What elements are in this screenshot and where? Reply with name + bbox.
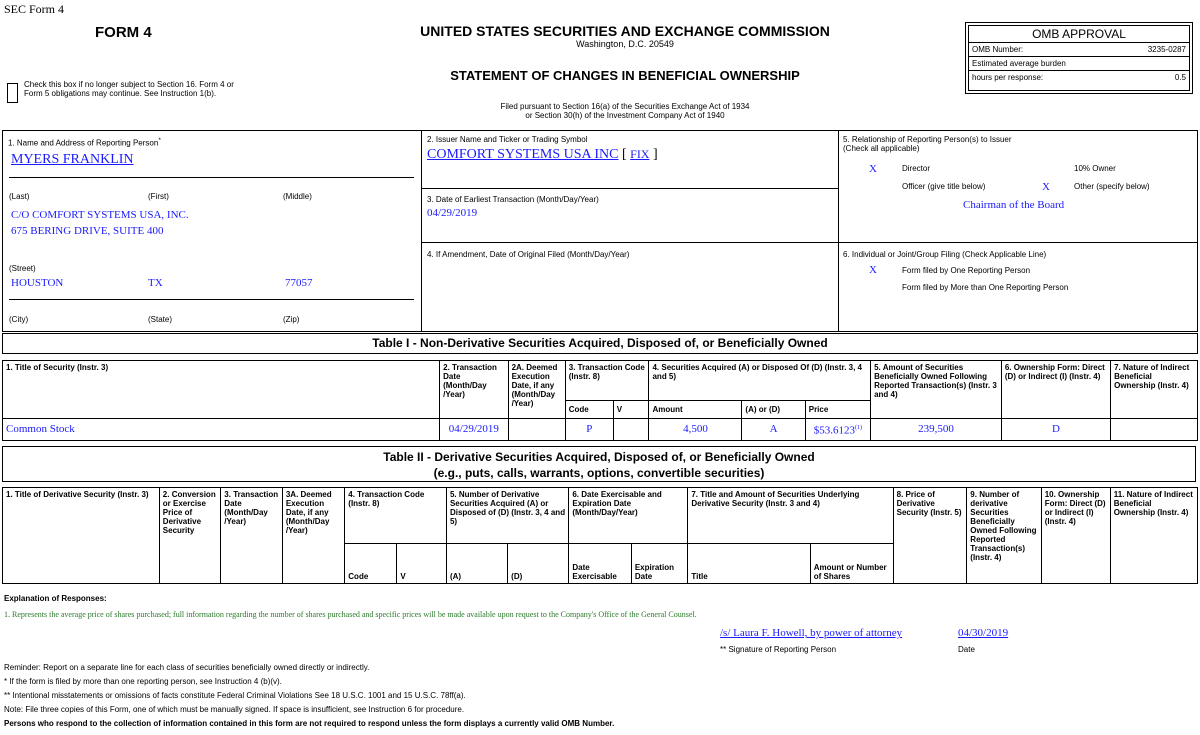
t2-title-h: Title [688, 544, 810, 584]
t1-h3: 3. Transaction Code (Instr. 8) [565, 361, 649, 401]
t2-date-ex-h: Date Exercisable [569, 544, 631, 584]
t1-price-footnote: (1) [855, 424, 863, 431]
table2-title-1: Table II - Derivative Securities Acquired, Disposed of, or Beneficially Owned [383, 450, 815, 464]
table2-title-2: (e.g., puts, calls, warrants, options, convertible securities) [433, 466, 765, 480]
box6-label: 6. Individual or Joint/Group Filing (Check Applicable Line) [843, 250, 1047, 259]
box1-label-text: 1. Name and Address of Reporting Person [8, 138, 159, 148]
city-label: (City) [9, 315, 29, 324]
section16-text: Check this box if no longer subject to Section 16. Form 4 or Form 5 obligations may continue. See Instruction 1(b). [24, 80, 234, 98]
t1-nature [1111, 419, 1198, 441]
filed-pursuant [330, 102, 920, 120]
t1-amount: 4,500 [649, 419, 742, 441]
omb-burden-label: Estimated average burden [969, 57, 1189, 71]
agency-location: Washington, D.C. 20549 [576, 39, 674, 49]
t2-h6: 6. Date Exercisable and Expiration Date (Month/Day/Year) [569, 488, 688, 544]
reporting-person-name-link[interactable]: MYERS FRANKLIN [11, 152, 134, 167]
t2-amt-h: Amount or Number of Shares [810, 544, 893, 584]
t1-form: D [1001, 419, 1110, 441]
t2-code-h: Code [345, 544, 397, 584]
box2-label: 2. Issuer Name and Ticker or Trading Symbol [427, 135, 588, 144]
box2-issuer [422, 131, 839, 189]
signature-label: ** Signature of Reporting Person [720, 645, 837, 654]
table2 [2, 487, 1198, 584]
box3-label: 3. Date of Earliest Transaction (Month/Day/Year) [427, 195, 599, 204]
box5-sub: (Check all applicable) [843, 144, 920, 153]
top-label: SEC Form 4 [4, 2, 65, 16]
omb-title: OMB APPROVAL [969, 26, 1189, 43]
t1-amount-h: Amount [649, 401, 742, 419]
t1-v [613, 419, 649, 441]
t1-price-h: Price [805, 401, 870, 419]
t1-code: P [565, 419, 613, 441]
multi-person-label: Form filed by More than One Reporting Person [902, 283, 1069, 292]
ticker-bracket-open: [ [621, 147, 627, 162]
omb-hours-label: hours per response: [972, 73, 1044, 82]
address-line-1: C/O COMFORT SYSTEMS USA, INC. [11, 209, 189, 221]
zip-value: 77057 [285, 277, 313, 289]
city-underline [9, 299, 414, 300]
table1 [2, 360, 1198, 441]
t1-row [3, 419, 1198, 441]
officer-title-value: Chairman of the Board [963, 199, 1065, 211]
signature-link[interactable]: /s/ Laura F. Howell, by power of attorney [720, 627, 903, 639]
ten-pct-owner-label: 10% Owner [1074, 164, 1116, 173]
box3-earliest-date [422, 189, 839, 243]
box5-label-text: 5. Relationship of Reporting Person(s) to Issuer [843, 135, 1012, 144]
other-label: Other (specify below) [1074, 182, 1150, 191]
table1-title: Table I - Non-Derivative Securities Acquired, Disposed of, or Beneficially Owned [2, 333, 1198, 354]
statement-title: STATEMENT OF CHANGES IN BENEFICIAL OWNERSHIP [450, 68, 800, 83]
filed-line-2: or Section 30(h) of the Investment Company Act of 1940 [525, 111, 725, 120]
address-line-2: 675 BERING DRIVE, SUITE 400 [11, 225, 164, 237]
state-value: TX [148, 277, 163, 289]
name-underline [9, 177, 414, 178]
section16-checkbox[interactable] [7, 83, 18, 103]
issuer-name-link[interactable]: COMFORT SYSTEMS USA INC [427, 147, 619, 162]
box6-filing-type [839, 243, 1197, 331]
t2-h3: 3. Transaction Date (Month/Day /Year) [221, 488, 283, 584]
t1-h1: 1. Title of Security (Instr. 3) [3, 361, 440, 419]
reminder-4: Note: File three copies of this Form, one of which must be manually signed. If space is insufficient, see Instruction 6 for procedure. [4, 705, 465, 714]
t2-h9: 9. Number of derivative Securities Beneficially Owned Following Reported Transaction(s) (Instr. 4) [967, 488, 1041, 584]
director-x-mark: X [869, 163, 877, 175]
t1-h4: 4. Securities Acquired (A) or Disposed Of (D) (Instr. 3, 4 and 5) [649, 361, 871, 401]
reminder-1: Reminder: Report on a separate line for each class of securities beneficially owned directly or indirectly. [4, 663, 370, 672]
table2-title [2, 446, 1196, 482]
explanation-label: Explanation of Responses: [4, 594, 107, 603]
t2-v-h: V [397, 544, 447, 584]
t1-deemed [508, 419, 565, 441]
omb-approval-box [965, 22, 1193, 94]
t1-h2: 2. Transaction Date (Month/Day /Year) [440, 361, 508, 419]
t2-h11: 11. Nature of Indirect Beneficial Ownership (Instr. 4) [1110, 488, 1197, 584]
box5-relationship [839, 131, 1197, 243]
first-label: (First) [148, 192, 169, 201]
other-x-mark: X [1042, 181, 1050, 193]
footnote-1: 1. Represents the average price of shares purchased; full information regarding the number of shares purchased and specific prices will be made available upon request to the Company's Office of the General Counsel. [4, 610, 697, 619]
agency-title: UNITED STATES SECURITIES AND EXCHANGE COMMISSION [420, 23, 830, 39]
signature-date[interactable]: 04/30/2019 [958, 627, 1009, 639]
t1-price [805, 419, 870, 441]
omb-final-note: Persons who respond to the collection of information contained in this form are not required to respond unless the form displays a currently valid OMB Number. [4, 719, 615, 728]
t2-h5: 5. Number of Derivative Securities Acquired (A) or Disposed of (D) (Instr. 3, 4 and 5) [446, 488, 568, 544]
box5-label [843, 135, 1012, 153]
city-value: HOUSTON [11, 277, 64, 289]
omb-hours: 0.5 [1174, 73, 1186, 82]
ticker-bracket-close: ] [652, 147, 658, 162]
omb-number-label: OMB Number: [972, 45, 1024, 54]
t1-price-value: $53.6123 [813, 424, 856, 437]
box1-label [8, 137, 161, 148]
reminder-3: ** Intentional misstatements or omissions of facts constitute Federal Criminal Violations See 18 U.S.C. 1001 and 15 U.S.C. 78ff(a). [4, 691, 466, 700]
zip-label: (Zip) [283, 315, 300, 324]
one-person-x-mark: X [869, 264, 877, 276]
filed-line-1: Filed pursuant to Section 16(a) of the Securities Exchange Act of 1934 [500, 102, 750, 111]
t2-h1: 1. Title of Derivative Security (Instr. 3) [3, 488, 160, 584]
t1-date: 04/29/2019 [440, 419, 508, 441]
form-name: FORM 4 [95, 24, 152, 41]
t1-h2a: 2A. Deemed Execution Date, if any (Month/Day /Year) [508, 361, 565, 419]
t2-h7: 7. Title and Amount of Securities Underlying Derivative Security (Instr. 3 and 4) [688, 488, 893, 544]
box1-reporting-person [3, 131, 422, 331]
last-label: (Last) [9, 192, 30, 201]
reminders [4, 661, 614, 731]
date-label: Date [958, 645, 975, 654]
t2-h10: 10. Ownership Form: Direct (D) or Indirect (I) (Instr. 4) [1041, 488, 1110, 584]
middle-label: (Middle) [283, 192, 312, 201]
t2-h3a: 3A. Deemed Execution Date, if any (Month/Day /Year) [282, 488, 344, 584]
reminder-2: * If the form is filed by more than one reporting person, see Instruction 4 (b)(v). [4, 677, 282, 686]
state-label: (State) [148, 315, 173, 324]
t1-security: Common Stock [3, 419, 440, 441]
box4-label: 4. If Amendment, Date of Original Filed (Month/Day/Year) [427, 250, 630, 259]
t1-v-h: V [613, 401, 649, 419]
street-label: (Street) [9, 264, 36, 273]
director-label: Director [902, 164, 931, 173]
t2-h2: 2. Conversion or Exercise Price of Derivative Security [159, 488, 221, 584]
t2-d-h: (D) [508, 544, 569, 584]
t1-h6: 6. Ownership Form: Direct (D) or Indirect (I) (Instr. 4) [1001, 361, 1110, 419]
t1-aord-h: (A) or (D) [742, 401, 805, 419]
box1-label-mark: * [158, 137, 161, 144]
t1-aord: A [742, 419, 805, 441]
box3-date: 04/29/2019 [427, 207, 478, 219]
t1-h5: 5. Amount of Securities Beneficially Owned Following Reported Transaction(s) (Instr. 3 and 4) [871, 361, 1002, 419]
issuer-line [427, 147, 658, 163]
t2-a-h: (A) [446, 544, 507, 584]
t2-exp-h: Expiration Date [631, 544, 688, 584]
t1-h7: 7. Nature of Indirect Beneficial Ownership (Instr. 4) [1111, 361, 1198, 419]
one-person-label: Form filed by One Reporting Person [902, 266, 1031, 275]
ticker-link[interactable]: FIX [630, 147, 650, 161]
omb-number: 3235-0287 [1147, 45, 1186, 54]
officer-label: Officer (give title below) [902, 182, 986, 191]
t1-code-h: Code [565, 401, 613, 419]
t1-owned: 239,500 [871, 419, 1002, 441]
t2-h4: 4. Transaction Code (Instr. 8) [345, 488, 447, 544]
reporting-section [2, 130, 1198, 332]
box4-amendment [422, 243, 839, 331]
t2-h8: 8. Price of Derivative Security (Instr. 5) [893, 488, 967, 584]
